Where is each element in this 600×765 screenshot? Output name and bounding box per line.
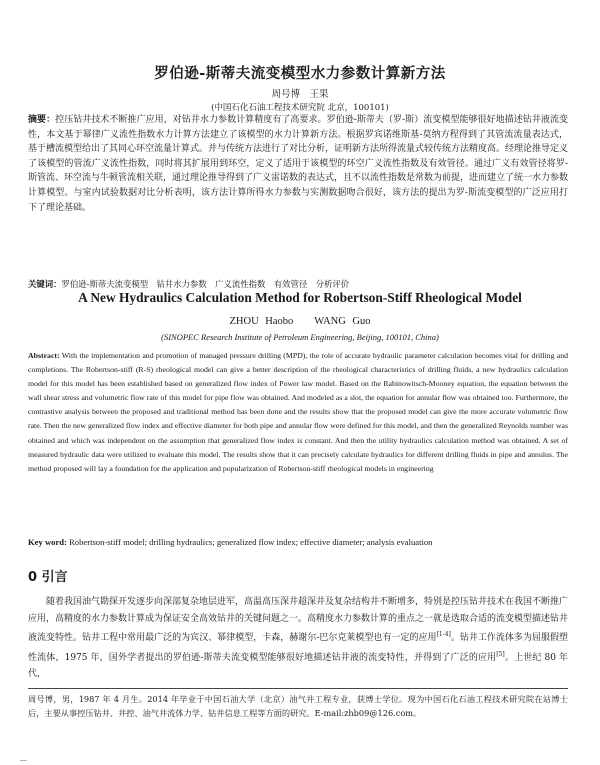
en-keywords [28, 536, 568, 548]
zh-keywords [28, 278, 568, 290]
zh-affiliation: (中国石化石油工程技术研究院 北京，100101) [211, 103, 389, 113]
intro-text-2: 。钻井工作流体多为屈服假塑性流体，1975 年，国外学者提出的罗伯逊-斯蒂夫流变模型能够很好地描述钻井液的流变特性，并得到了广泛的应用 [28, 633, 568, 663]
section-title: 0 引言 [28, 570, 68, 585]
en-abstract [28, 349, 568, 476]
author-footnote: 周号博，男，1987 年 4 月生。2014 年毕业于中国石油大学（北京）油气井工程专业，获博士学位。现为中国石化石油工程技术研究院在站博士后，主要从事控压钻井、井控、油气井流体力学、钻井信息工程等方面的研究。E-mail:zhb09@126.com。 [28, 694, 568, 718]
zh-abstract-label: 摘要： [28, 115, 56, 125]
citation-ref: [1-4] [436, 631, 451, 638]
zh-abstract-text: 控压钻井技术不断推广应用，对钻井水力参数计算精度有了高要求。罗伯逊-斯蒂夫（罗-斯）流变模型能够很好地描述钻井液流变性，本文基于幂律广义流性指数水力计算方法建立了该模型的水力计算新方法。根据罗宾诺维斯基-莫纳方程得到了其管流流量表达式，基于槽流模型给出了其同心环空流量计算式。并与传统方法进行了对比分析，证明新方法所得流量式较传统方法精度高。经理论推导定义了该模型的管流广义流性指数，同时将其扩展用到环空，定义了适用于该模型的环空广义流性指数及有效管径。通过广义有效管径将罗-斯管流、环空流与牛顿管流相关联，通过理论推导得到了广义雷诺数的表达式，且不以流性指数是常数为前提，进而建立了统一水力参数计算模型。与室内试验数据对比分析表明，该方法计算所得水力参数与实测数据吻合很好，该方法的提出为罗-斯流变模型的广泛应用打下了理论基础。 [28, 115, 569, 213]
zh-authors: 周号博 王果 [271, 89, 329, 100]
zh-abstract [28, 113, 568, 215]
en-abstract-label: Abstract: [28, 351, 60, 360]
page-mark: — [20, 756, 27, 764]
intro-paragraph [28, 594, 568, 683]
en-abstract-text: With the implementation and promotion of managed pressure drilling (MPD), the role of accurate hydraulic parameter calculation becomes vital for drilling and completions. The Robertson-stiff (R-S) rheological model can give a better description of the rheological characteristics of drilling fluids, a new hydraulics calculation model for this model has been established based on generalized flow index of Power law model. Based on the Rabinowitsch-Mooney equation, the equation between the wall shear stress and volumetric flow rate of this model for pipe flow was obtained. And modeled as a slot, the equation for annular flow was obtained too. Furthermore, the contrastive analysis between the proposed and traditional method has been done and the results show that the proposed model can give the more accurate volumetric flow rate. Then the new generalized flow index and effective diameter for both pipe and annular flow were defined for this model, and then the generalized Reynolds number was obtained and which was independent on the assumption that generalized flow index is constant. And then the utility hydraulics calculation method was obtained. A set of measured hydraulic data were utilized to evaluate this model. The results show that it can precisely calculate hydraulics for different drilling fluids in pipe and annulus. The method proposed will lay a foundation for the application and popularization of Robertson-stiff rheological models in engineering [28, 351, 569, 473]
zh-title: 罗伯逊-斯蒂夫流变模型水力参数计算新方法 [154, 66, 446, 82]
en-keywords-label: Key word: [28, 537, 67, 547]
en-authors: ZHOU Haobo WANG Guo [229, 316, 371, 327]
citation-ref: [5] [496, 650, 505, 658]
intro-text-1: 随着我国油气勘探开发逐步向深部复杂地层进军，高温高压深井超深井及复杂结构井不断增多，特别是控压钻井技术在我国不断推广应用，高精度的水力参数计算成为保证安全高效钻井的关键问题之一。高精度水力参数计算的重点之一就是选取合适的流变模型描述钻井液流变特性。钻井工程中常用最广泛的为宾汉、幂律模型，卡森，赫谢尔-巴尔克莱模型也有一定的应用 [28, 597, 569, 643]
en-title: A New Hydraulics Calculation Method for Robertson-Stiff Rheological Model [78, 290, 522, 305]
zh-keywords-text: 罗伯逊-斯蒂夫流变模型 钻井水力参数 广义流性指数 有效管径 分析评价 [61, 279, 350, 289]
en-keywords-text: Robertson-stiff model; drilling hydraulics; generalized flow index; effective diameter; analysis evaluation [69, 537, 433, 547]
en-affiliation: (SINOPEC Research Institute of Petroleum Engineering, Beijing, 100101, China) [161, 332, 439, 342]
zh-keywords-label: 关键词： [28, 279, 62, 289]
intro-text-3: 。上世纪 80 年代， [28, 652, 568, 679]
footnote-divider [28, 688, 568, 689]
